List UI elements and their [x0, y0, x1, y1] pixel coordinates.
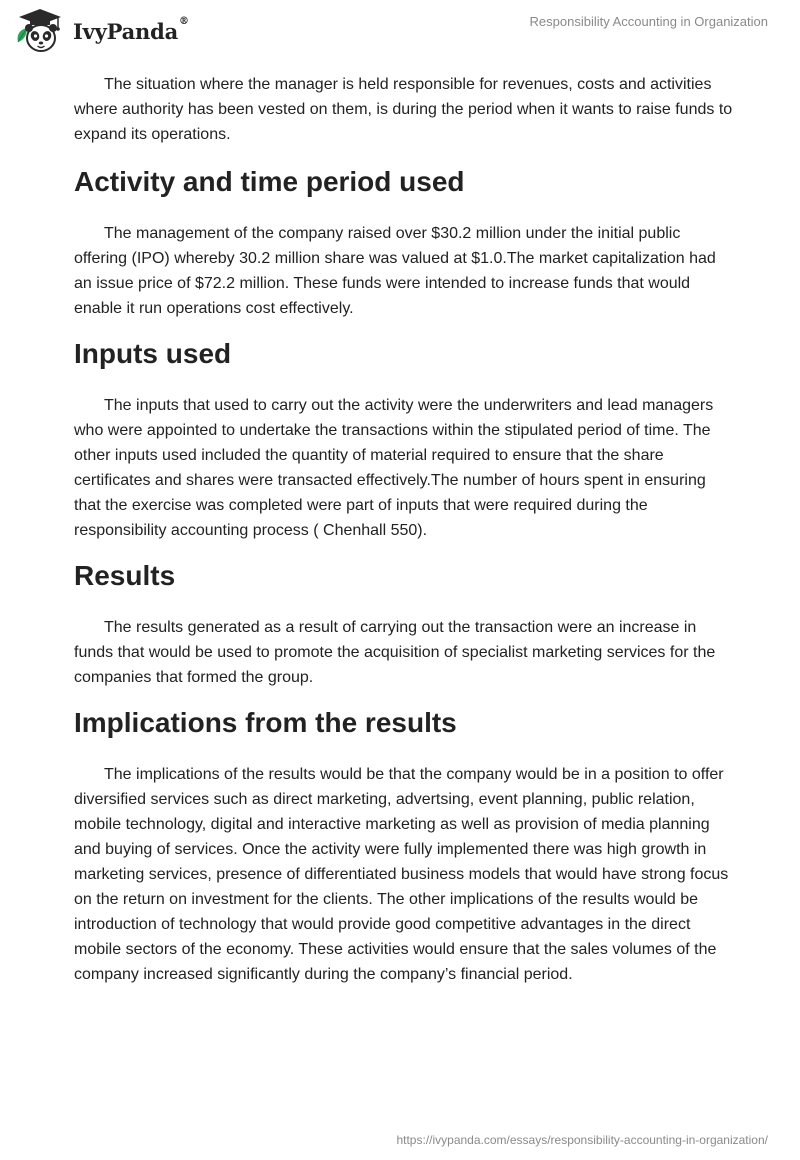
section-heading-implications: Implications from the results [74, 707, 457, 738]
panda-graduate-icon [14, 8, 66, 54]
section-paragraph-inputs: The inputs that used to carry out the activity were the underwriters and lead managers who were appointed to undertake the transactions within the stipulated period of time. The other inputs used included the quantity of material required to ensure that the share certificates and shares were transacted effectively.The number of hours spent in ensuring that the exercise was completed were part of inputs that were required during the responsibility accounting process ( Chenhall 550). [74, 397, 714, 539]
registered-mark: ® [179, 15, 189, 27]
brand-name: IvyPanda® [73, 15, 189, 44]
section-heading-activity: Activity and time period used [74, 166, 465, 197]
source-url-link[interactable]: https://ivypanda.com/essays/responsibility-accounting-in-organization/ [396, 1133, 768, 1147]
page-header [0, 0, 800, 60]
section-heading-inputs: Inputs used [74, 338, 232, 369]
section-paragraph-implications: The implications of the results would be that the company would be in a position to offer diversified services such as direct marketing, advertsing, event planning, public relation, mobile technology, digital and interactive marketing as well as provision of media planning and buying of services. Once the activity were fully implemented there was high growth in marketing services, presence of differentiated business models that would have strong focus on the return on investment for the clients. The other implications of the results would be introduction of technology that would provide good competitive advantages in the direct mobile sectors of the economy. These activities would ensure that the sales volumes of the company increased significantly during the company’s financial period. [74, 766, 729, 983]
intro-paragraph: The situation where the manager is held responsible for revenues, costs and activities where authority has been vested on them, is during the period when it wants to raise funds to expand its operations. [74, 76, 733, 143]
section-paragraph-activity: The management of the company raised over $30.2 million under the initial public offering (IPO) whereby 30.2 million share was valued at $1.0.The market capitalization had an issue price of $72.2 million. These funds were intended to increase funds that would enable it run operations cost effectively. [74, 225, 716, 317]
essay-body [74, 72, 734, 987]
ivypanda-logo[interactable] [14, 8, 189, 54]
section-heading-results: Results [74, 560, 176, 591]
document-title: Responsibility Accounting in Organization [529, 14, 768, 29]
section-paragraph-results: The results generated as a result of carrying out the transaction were an increase in funds that would be used to promote the acquisition of specialist marketing services for the companies that formed the group. [74, 619, 716, 686]
